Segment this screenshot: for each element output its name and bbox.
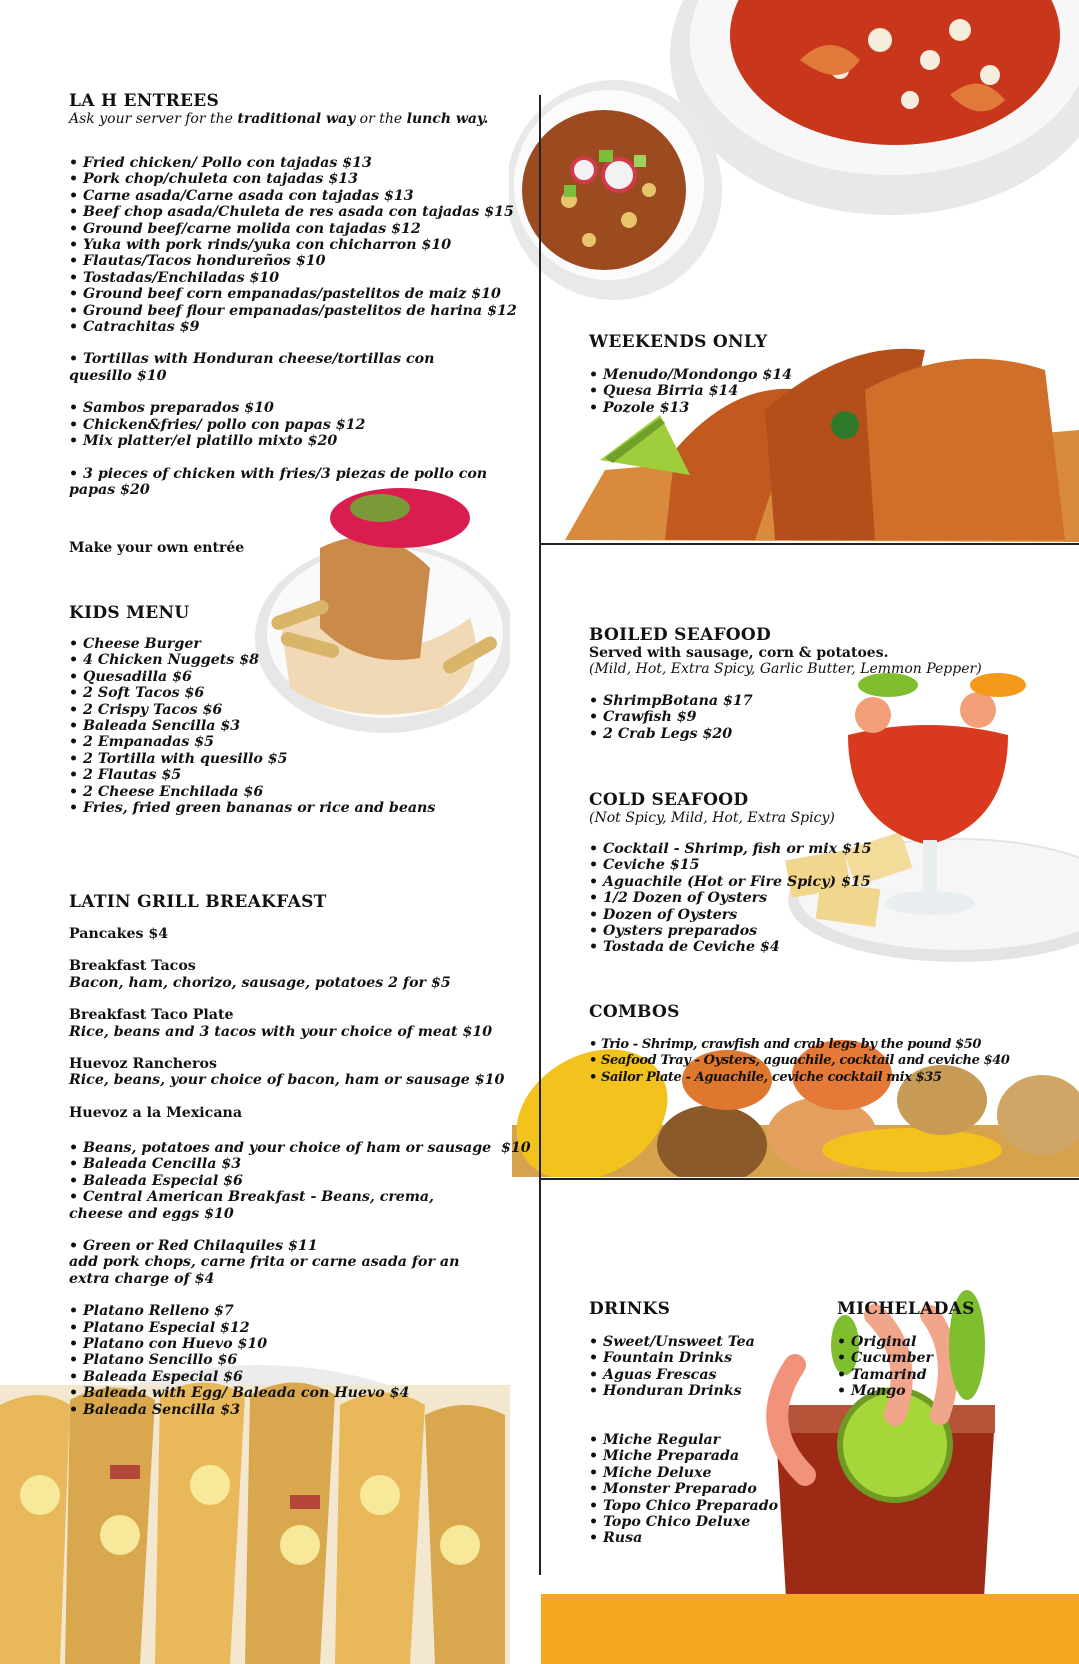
list-item: • Rusa <box>589 1530 643 1547</box>
list-item: • Platano Especial $12 <box>69 1319 250 1336</box>
quesabirria-tacos-photo <box>565 330 1079 542</box>
list-item: • Sailor Plate - Aguachile, ceviche cocktail mix $35 <box>589 1069 942 1085</box>
list-item: • 2 Crispy Tacos $6 <box>69 701 223 718</box>
list-item: • Oysters preparados <box>589 923 758 940</box>
drinks-title: DRINKS <box>589 1299 671 1319</box>
list-item: • Green or Red Chilaquiles $11 <box>69 1238 318 1255</box>
boiled-seafood-options: (Mild, Hot, Extra Spicy, Garlic Butter, Lemmon Pepper) <box>589 661 982 677</box>
list-item: • Fountain Drinks <box>589 1350 733 1367</box>
mexicana-title: Huevoz a la Mexicana <box>69 1104 243 1121</box>
cold-seafood-section <box>589 790 835 826</box>
list-item: • Miche Regular <box>589 1432 721 1448</box>
entrees-section <box>69 91 488 127</box>
list-item: • 2 Cheese Enchilada $6 <box>69 783 264 800</box>
section-divider <box>541 543 1079 545</box>
list-item: • Pozole $13 <box>589 399 690 416</box>
make-your-own-entree: Make your own entrée <box>69 540 245 556</box>
list-item: • 2 Soft Tacos $6 <box>69 685 205 702</box>
list-item: • Tortillas with Honduran cheese/tortillas con <box>69 351 435 368</box>
list-item: • Topo Chico Deluxe <box>589 1514 751 1531</box>
list-item: • Honduran Drinks <box>589 1383 742 1400</box>
list-item: • Flautas/Tacos hondureños $10 <box>69 253 326 270</box>
list-item: • Platano Sencillo $6 <box>69 1352 238 1369</box>
drinks-list <box>589 1334 755 1400</box>
spacer <box>69 450 517 466</box>
list-item: • Baleada with Egg/ Baleada con Huevo $4 <box>69 1385 410 1402</box>
list-item: • Tostada de Ceviche $4 <box>589 939 780 956</box>
breakfast-tacos-desc: Bacon, ham, chorizo, sausage, potatoes 2 for $5 <box>69 974 451 991</box>
list-item: • Mix platter/el platillo mixto $20 <box>69 433 338 450</box>
list-item: • Miche Deluxe <box>589 1464 712 1481</box>
list-item: • Seafood Tray - Oysters, aguachile, cocktail and ceviche $40 <box>589 1053 1010 1069</box>
list-item: • Quesa Birria $14 <box>589 383 739 400</box>
list-item: extra charge of $4 <box>69 1270 215 1287</box>
list-item: • Cocktail - Shrimp, fish or mix $15 <box>589 841 872 857</box>
white-pozole-bowl-photo <box>509 80 724 302</box>
list-item: • Platano Relleno $7 <box>69 1303 234 1320</box>
entrees-note <box>69 111 488 127</box>
boiled-seafood-section <box>589 625 982 677</box>
cold-seafood-options: (Not Spicy, Mild, Hot, Extra Spicy) <box>589 810 835 826</box>
combos-title: COMBOS <box>589 1002 680 1022</box>
weekends-list <box>589 367 792 416</box>
list-item: • Baleada Especial $6 <box>69 1172 243 1189</box>
miche-list <box>589 1432 778 1547</box>
cold-seafood-title: COLD SEAFOOD <box>589 790 749 810</box>
list-item: • Platano con Huevo $10 <box>69 1336 268 1353</box>
list-item: cheese and eggs $10 <box>69 1205 234 1222</box>
orange-footer-band <box>541 1594 1079 1664</box>
list-item: add pork chops, carne frita or carne asada for an <box>69 1254 460 1271</box>
list-item: • Monster Preparado <box>589 1481 757 1498</box>
list-item: • Baleada Cencilla $3 <box>69 1156 242 1173</box>
list-item: • Beef chop asada/Chuleta de res asada con tajadas $15 <box>69 204 514 221</box>
list-item: • Crawfish $9 <box>589 709 697 726</box>
weekends-title: WEEKENDS ONLY <box>589 332 768 352</box>
list-item: • Pork chop/chuleta con tajadas $13 <box>69 171 358 188</box>
rancheros-desc: Rice, beans, your choice of bacon, ham or sausage $10 <box>69 1072 505 1089</box>
list-item: • Menudo/Mondongo $14 <box>589 367 793 383</box>
spacer <box>69 1287 531 1303</box>
breakfast-list <box>69 1140 531 1418</box>
list-item: • Ground beef/carne molida con tajadas $12 <box>69 220 421 237</box>
micheladas-list <box>837 1334 933 1400</box>
breakfast-plate-title: Breakfast Taco Plate <box>69 1007 234 1024</box>
list-item: • Fried chicken/ Pollo con tajadas $13 <box>69 155 372 171</box>
list-item: • Tostadas/Enchiladas $10 <box>69 269 280 286</box>
list-item: • Fries, fried green bananas or rice and beans <box>69 800 436 817</box>
list-item: • Tamarind <box>837 1366 927 1383</box>
list-item: • 2 Tortilla with quesillo $5 <box>69 750 288 767</box>
list-item: • Dozen of Oysters <box>589 906 738 923</box>
kids-menu-title: KIDS MENU <box>69 603 190 623</box>
list-item: • Yuka with pork rinds/yuka con chicharron $10 <box>69 237 452 254</box>
spacer <box>69 335 517 351</box>
list-item: • 2 Flautas $5 <box>69 767 182 784</box>
list-item: • Baleada Especial $6 <box>69 1368 243 1385</box>
breakfast-plate-desc: Rice, beans and 3 tacos with your choice of meat $10 <box>69 1023 493 1040</box>
pancakes-item: Pancakes $4 <box>69 926 169 942</box>
list-item: • Topo Chico Preparado <box>589 1497 779 1514</box>
list-item: • Original <box>837 1334 917 1350</box>
list-item: • Sambos preparados $10 <box>69 400 274 417</box>
list-item: • Baleada Sencilla $3 <box>69 718 241 735</box>
list-item: • 4 Chicken Nuggets $8 <box>69 652 259 669</box>
list-item: • Sweet/Unsweet Tea <box>589 1334 755 1350</box>
list-item: • Ceviche $15 <box>589 857 700 874</box>
list-item: • Chicken&fries/ pollo con papas $12 <box>69 416 366 433</box>
rancheros-title: Huevoz Rancheros <box>69 1056 217 1073</box>
entrees-title: LA H ENTREES <box>69 91 220 111</box>
list-item: • Trio - Shrimp, crawfish and crab legs by the pound $50 <box>589 1037 982 1052</box>
list-item: • Catrachitas $9 <box>69 319 200 336</box>
list-item: • Mango <box>837 1383 906 1400</box>
breakfast-title: LATIN GRILL BREAKFAST <box>69 892 327 912</box>
entrees-note-text: Ask your server for the <box>69 111 238 127</box>
entrees-note-text: or the <box>355 111 407 127</box>
entrees-list <box>69 155 517 498</box>
section-divider <box>541 1178 1079 1180</box>
list-item: • 3 pieces of chicken with fries/3 piezas de pollo con <box>69 465 488 482</box>
list-item: • Cheese Burger <box>69 636 201 652</box>
list-item: • Beans, potatoes and your choice of ham or sausage $10 <box>69 1140 531 1156</box>
spacer <box>69 1222 531 1238</box>
list-item: • Miche Preparada <box>589 1448 740 1465</box>
kids-menu-list <box>69 636 435 816</box>
list-item: quesillo $10 <box>69 367 167 384</box>
list-item: • Central American Breakfast - Beans, crema, <box>69 1189 434 1206</box>
list-item: • ShrimpBotana $17 <box>589 693 753 709</box>
breakfast-tacos-title: Breakfast Tacos <box>69 958 196 975</box>
boiled-seafood-title: BOILED SEAFOOD <box>589 625 772 645</box>
list-item: • 1/2 Dozen of Oysters <box>589 890 768 907</box>
list-item: • Carne asada/Carne asada con tajadas $13 <box>69 187 414 204</box>
list-item: • Aguas Frescas <box>589 1366 717 1383</box>
boiled-seafood-list <box>589 693 753 742</box>
column-divider <box>539 95 541 1575</box>
list-item: • Baleada Sencilla $3 <box>69 1401 241 1418</box>
boiled-seafood-desc: Served with sausage, corn & potatoes. <box>589 645 889 661</box>
entrees-note-bold: traditional way <box>237 111 356 127</box>
micheladas-title: MICHELADAS <box>837 1299 975 1319</box>
list-item: • Cucumber <box>837 1350 934 1367</box>
list-item: • Aguachile (Hot or Fire Spicy) $15 <box>589 873 871 890</box>
list-item: • 2 Empanadas $5 <box>69 734 215 751</box>
breakfast-section <box>69 926 504 1121</box>
spacer <box>69 384 517 400</box>
list-item: papas $20 <box>69 481 150 498</box>
list-item: • Ground beef corn empanadas/pastelitos de maiz $10 <box>69 286 501 303</box>
entrees-note-bold: lunch way. <box>406 111 489 127</box>
list-item: • Ground beef flour empanadas/pastelitos de harina $12 <box>69 302 517 319</box>
combos-list <box>589 1037 1010 1086</box>
list-item: • 2 Crab Legs $20 <box>589 725 733 742</box>
cold-seafood-list <box>589 841 872 956</box>
list-item: • Quesadilla $6 <box>69 668 192 685</box>
